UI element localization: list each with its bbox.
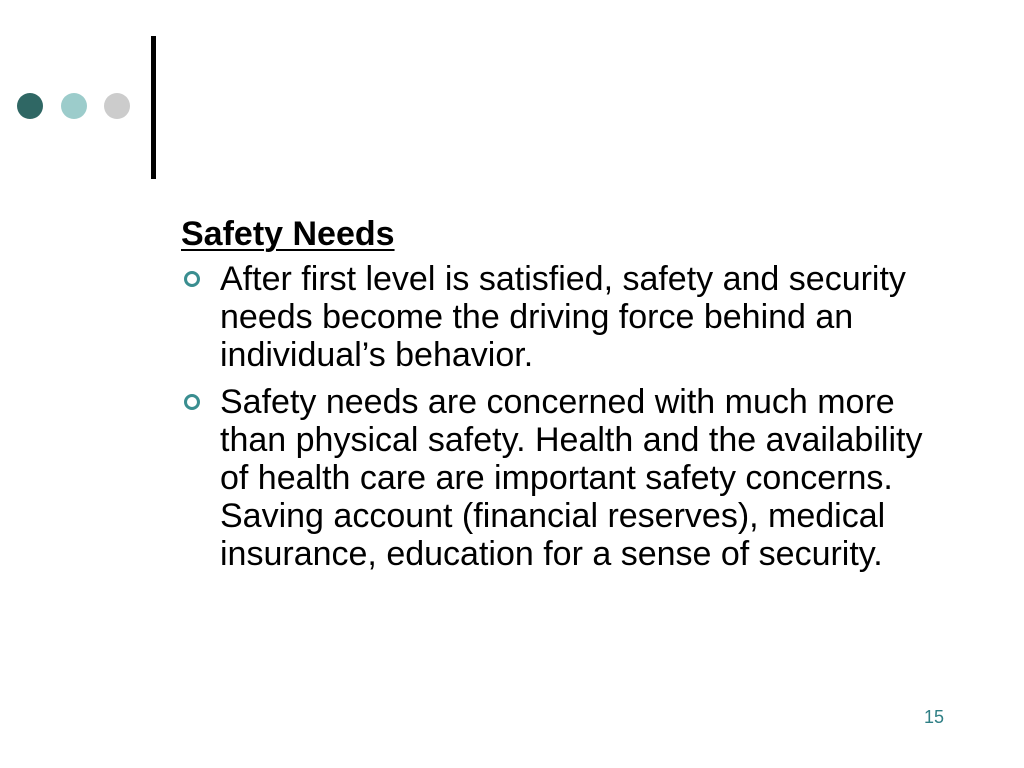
bullet-text: Safety needs are concerned with much more than physical safety. Health and the availability of health care are important safety concerns. Saving account (financial reserves), medical insurance, education for a sense of security.: [220, 383, 923, 573]
ring-bullet-icon: [184, 271, 200, 287]
slide-number: 15: [923, 707, 944, 727]
slide-heading: Safety Needs: [181, 215, 395, 253]
decorative-dot-dark: [17, 93, 43, 119]
decorative-dot-light: [61, 93, 87, 119]
bullet-text: After first level is satisfied, safety and security needs become the driving force behind an individual’s behavior.: [220, 260, 906, 374]
decorative-dot-gray: [104, 93, 130, 119]
bullet-item: [181, 383, 941, 573]
bullet-list: [181, 260, 941, 573]
slide-content: [181, 212, 941, 573]
ring-bullet-icon: [184, 394, 200, 410]
decorative-vertical-line: [151, 36, 156, 179]
bullet-item: [181, 260, 941, 374]
